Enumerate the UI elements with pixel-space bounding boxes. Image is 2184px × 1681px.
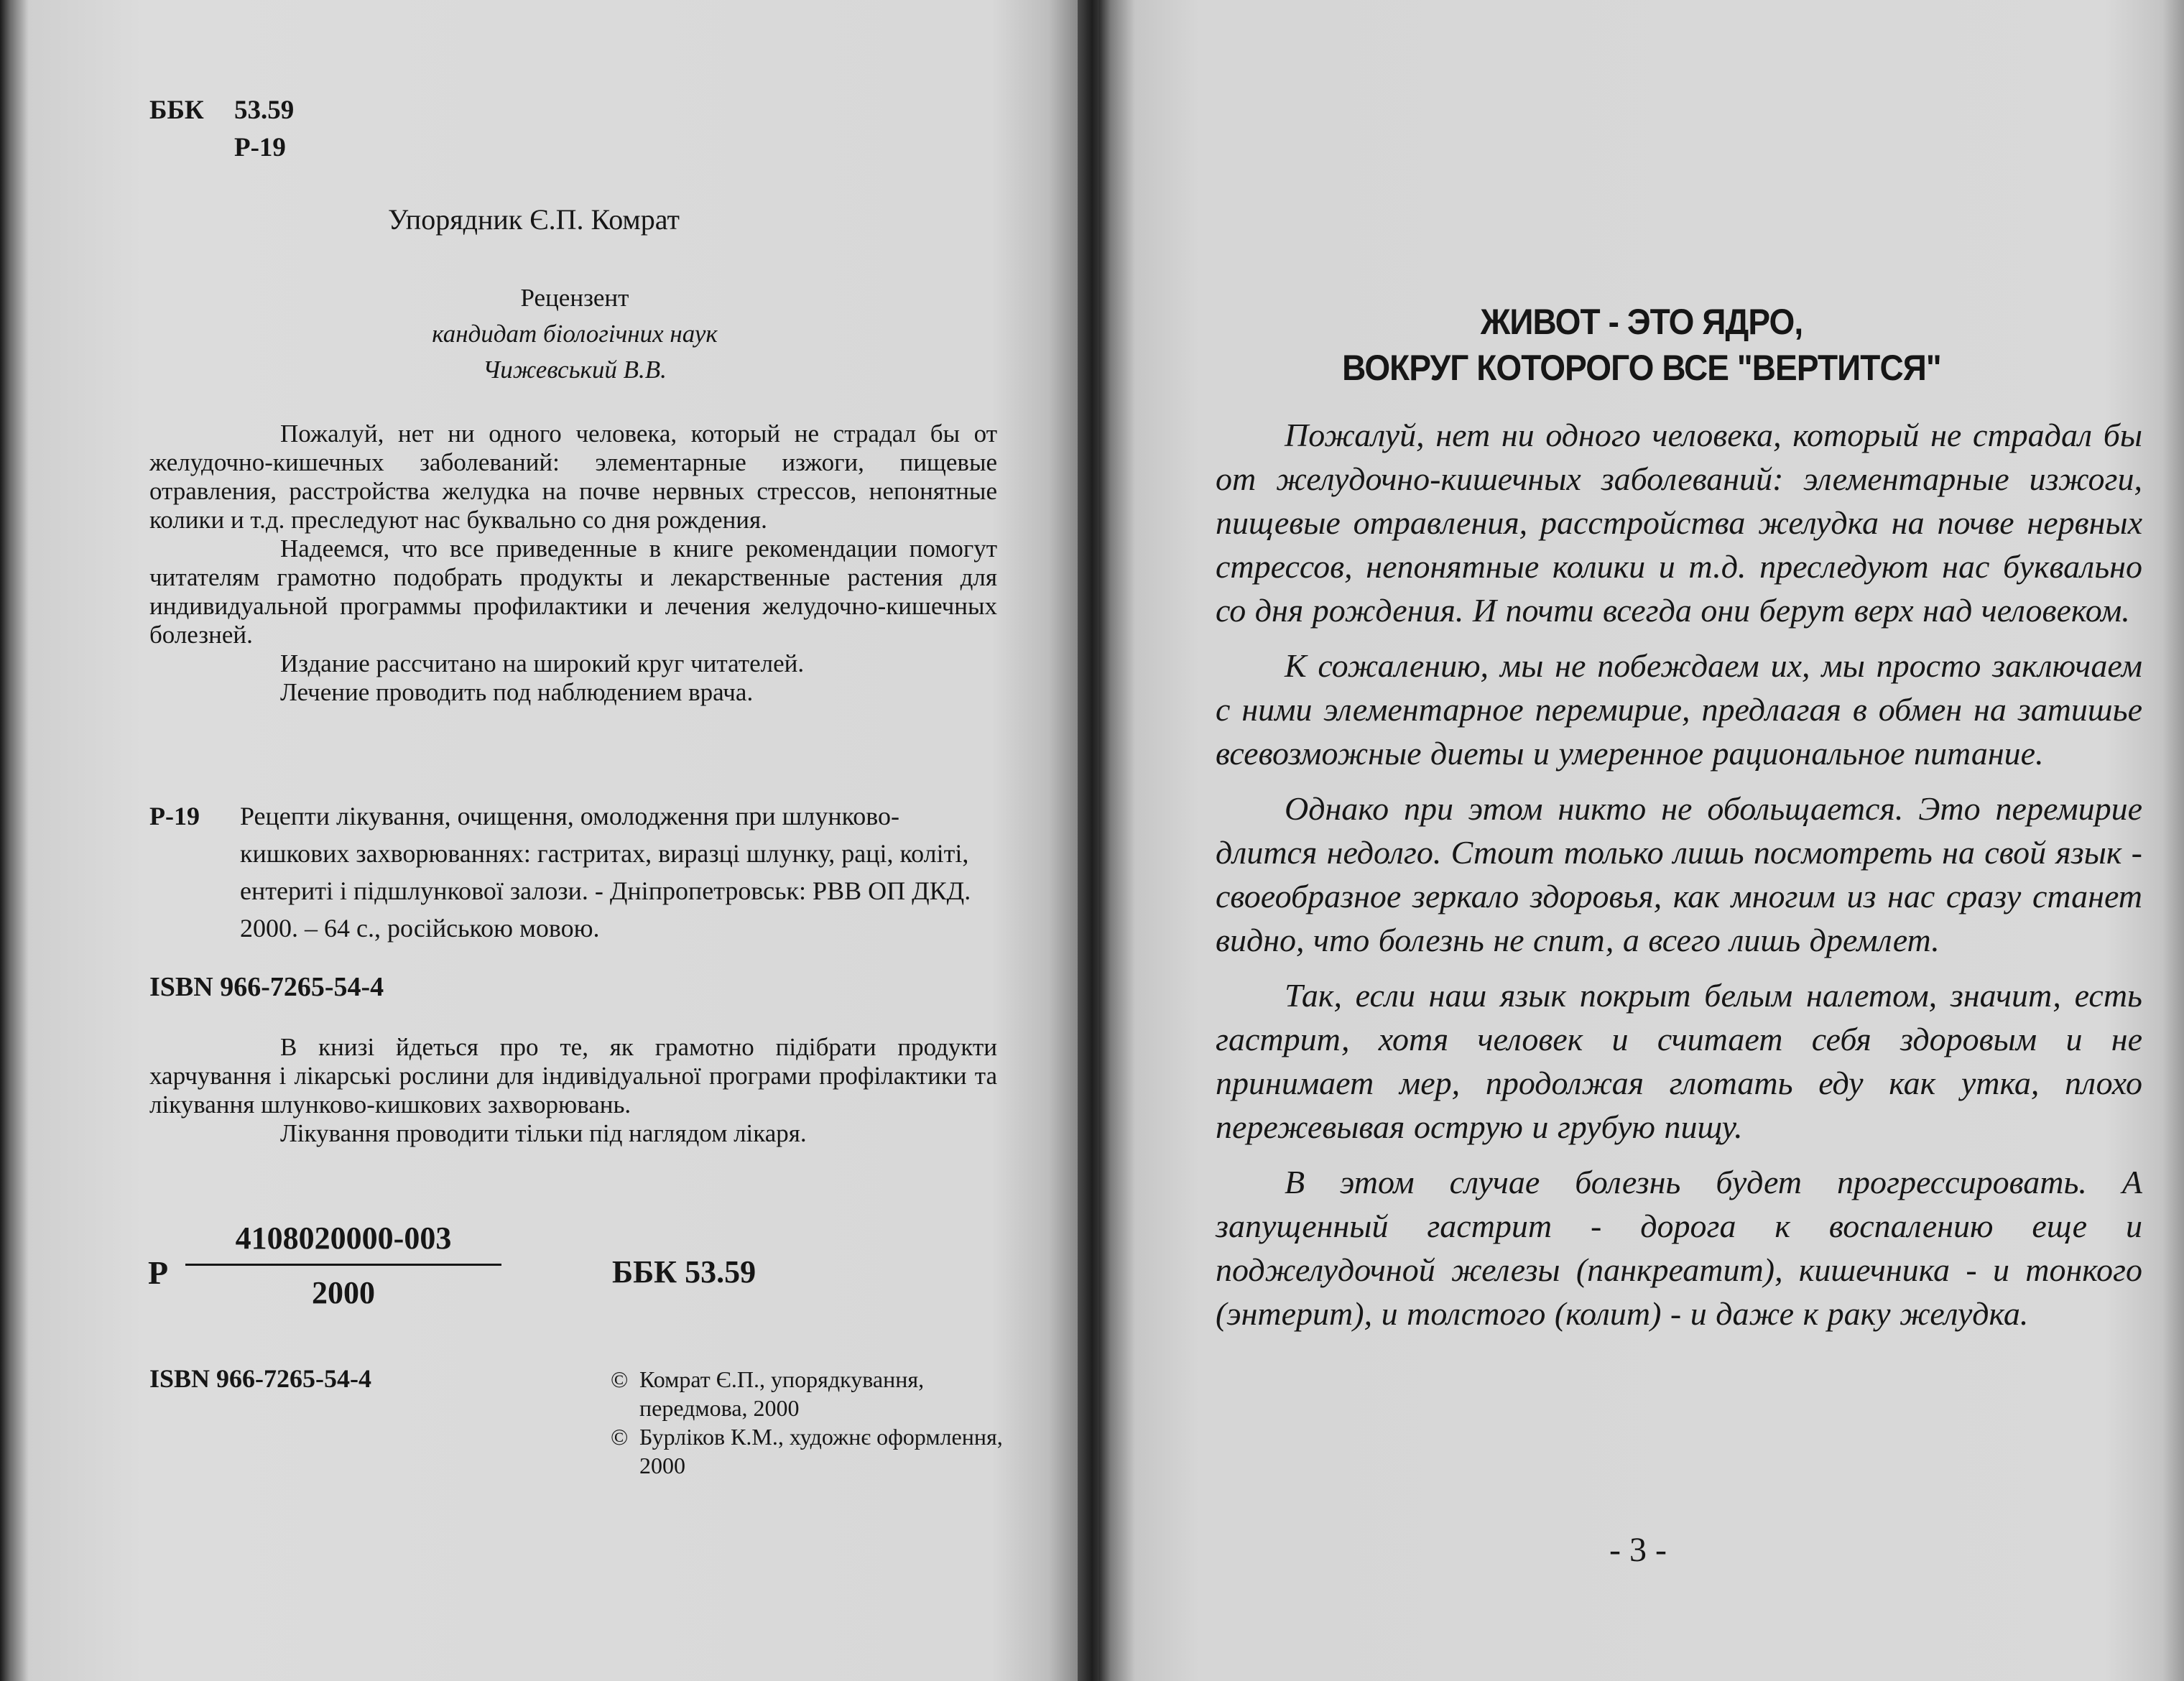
- annotation-paragraph: Издание рассчитано на широкий круг читателей.: [280, 649, 805, 677]
- left-page: [0, 0, 1085, 1681]
- body-paragraph: В этом случае болезнь будет прогрессировать. А запущенный гастрит - дорога к воспалению еще и поджелудочной железы (панкреатит), кишечника - и тонкого (энтерит), и толстого (колит) - и даже к раку желудка.: [1216, 1164, 2142, 1332]
- copyright-icon: ©: [611, 1366, 629, 1392]
- isbn-bottom: ISBN 966-7265-54-4: [149, 1364, 372, 1393]
- annotation-paragraph: Лікування проводити тільки під наглядом лікаря.: [280, 1119, 807, 1147]
- copyright-entry: [611, 1365, 1013, 1422]
- bbk-classification-top: [149, 92, 294, 167]
- reviewer-degree: кандидат біологічних наук: [432, 320, 718, 348]
- author-mark-code: Р-19: [234, 133, 286, 162]
- copyright-block: [611, 1365, 1013, 1480]
- catalog-denominator: 2000: [312, 1275, 375, 1310]
- bbk-label: ББК: [149, 96, 204, 125]
- reviewer-block: [395, 280, 754, 388]
- body-paragraph: Пожалуй, нет ни одного человека, который не страдал бы от желудочно-кишечных заболеваний: элементарные изжоги, пищевые отравления, расстройства желудка на почве нервных стрессов, непонятные колики и т.д. преследуют нас буквально со дня рождения. И почти всегда они берут верх над человеком.: [1216, 417, 2142, 629]
- annotation-paragraph: Лечение проводить под наблюдением врача.: [280, 678, 754, 706]
- page-number: - 3 -: [1609, 1531, 1667, 1569]
- copyright-text: Бурліков К.М., художнє оформлення, 2000: [639, 1424, 1003, 1478]
- copyright-icon: ©: [611, 1424, 629, 1450]
- isbn-top: ISBN 966-7265-54-4: [149, 972, 384, 1002]
- annotation-paragraph: Надеемся, что все приведенные в книге рекомендации помогут читателям грамотно подобрать продукты и лекарственные растения для индивидуальной программы профилактики и лечения желудочно-кишечных болезней.: [149, 534, 997, 649]
- reviewer-name: Чижевський В.В.: [483, 356, 667, 384]
- record-code: Р-19: [149, 802, 200, 830]
- bbk-classification-bottom: ББК 53.59: [612, 1254, 756, 1289]
- copyright-entry: [611, 1422, 1013, 1480]
- reviewer-title: Рецензент: [520, 284, 629, 312]
- record-text: Рецепти лікування, очищення, омолодження при шлунково-кишкових захворюваннях: гастритах, виразці шлунку, раці, коліті, ентериті і підшлункової залози. - Дніпропетровськ: РВВ ОП ДКД. 2000. – 64 с., російською мовою.: [240, 802, 971, 943]
- catalog-fraction: [185, 1220, 501, 1311]
- compiler-line: Упорядник Є.П. Комрат: [388, 203, 680, 236]
- body-paragraph: К сожалению, мы не побеждаем их, мы просто заключаем с ними элементарное перемирие, предлагая в обмен на затишье всевозможные диеты и умеренное рациональное питание.: [1216, 647, 2142, 772]
- chapter-body: [1216, 413, 2142, 1347]
- annotation-paragraph: В книзі йдеться про те, як грамотно підібрати продукти харчування і лікарські рослини для індивідуальної програми профілактики та лікування шлунково-кишкових захворювань.: [149, 1033, 997, 1119]
- body-paragraph: Так, если наш язык покрыт белым налетом, значит, есть гастрит, хотя человек и считает себя здоровым и не принимает мер, продолжая глотать еду как утка, плохо пережевывая острую и грубую пищу.: [1216, 977, 2142, 1145]
- copyright-text: Комрат Є.П., упорядкування, передмова, 2000: [639, 1366, 925, 1421]
- bibliographic-record: [149, 797, 1004, 947]
- right-page: [1099, 0, 2184, 1681]
- annotation-paragraph: Пожалуй, нет ни одного человека, который не страдал бы от желудочно-кишечных заболеваний: элементарные изжоги, пищевые отравления, расстройства желудка на почве нервных стрессов, непонятные колики и т.д. преследуют нас буквально со дня рождения.: [149, 420, 997, 534]
- catalog-prefix: Р: [148, 1254, 169, 1291]
- annotation-russian: [149, 420, 997, 707]
- heading-line: ВОКРУГ КОТОРОГО ВСЕ "ВЕРТИТСЯ": [1342, 348, 1941, 388]
- heading-line: ЖИВОТ - ЭТО ЯДРО,: [1480, 302, 1803, 342]
- body-paragraph: Однако при этом никто не обольщается. Это перемирие длится недолго. Стоит только лишь посмотреть на свой язык - своеобразное зеркало здоровья, как многим из нас сразу станет видно, что болезнь не спит, а всего лишь дремлет.: [1216, 790, 2142, 958]
- bbk-value: 53.59: [234, 96, 295, 125]
- chapter-heading: [1255, 299, 2028, 391]
- annotation-ukrainian: [149, 1033, 997, 1148]
- catalog-numerator: 4108020000-003: [185, 1220, 501, 1266]
